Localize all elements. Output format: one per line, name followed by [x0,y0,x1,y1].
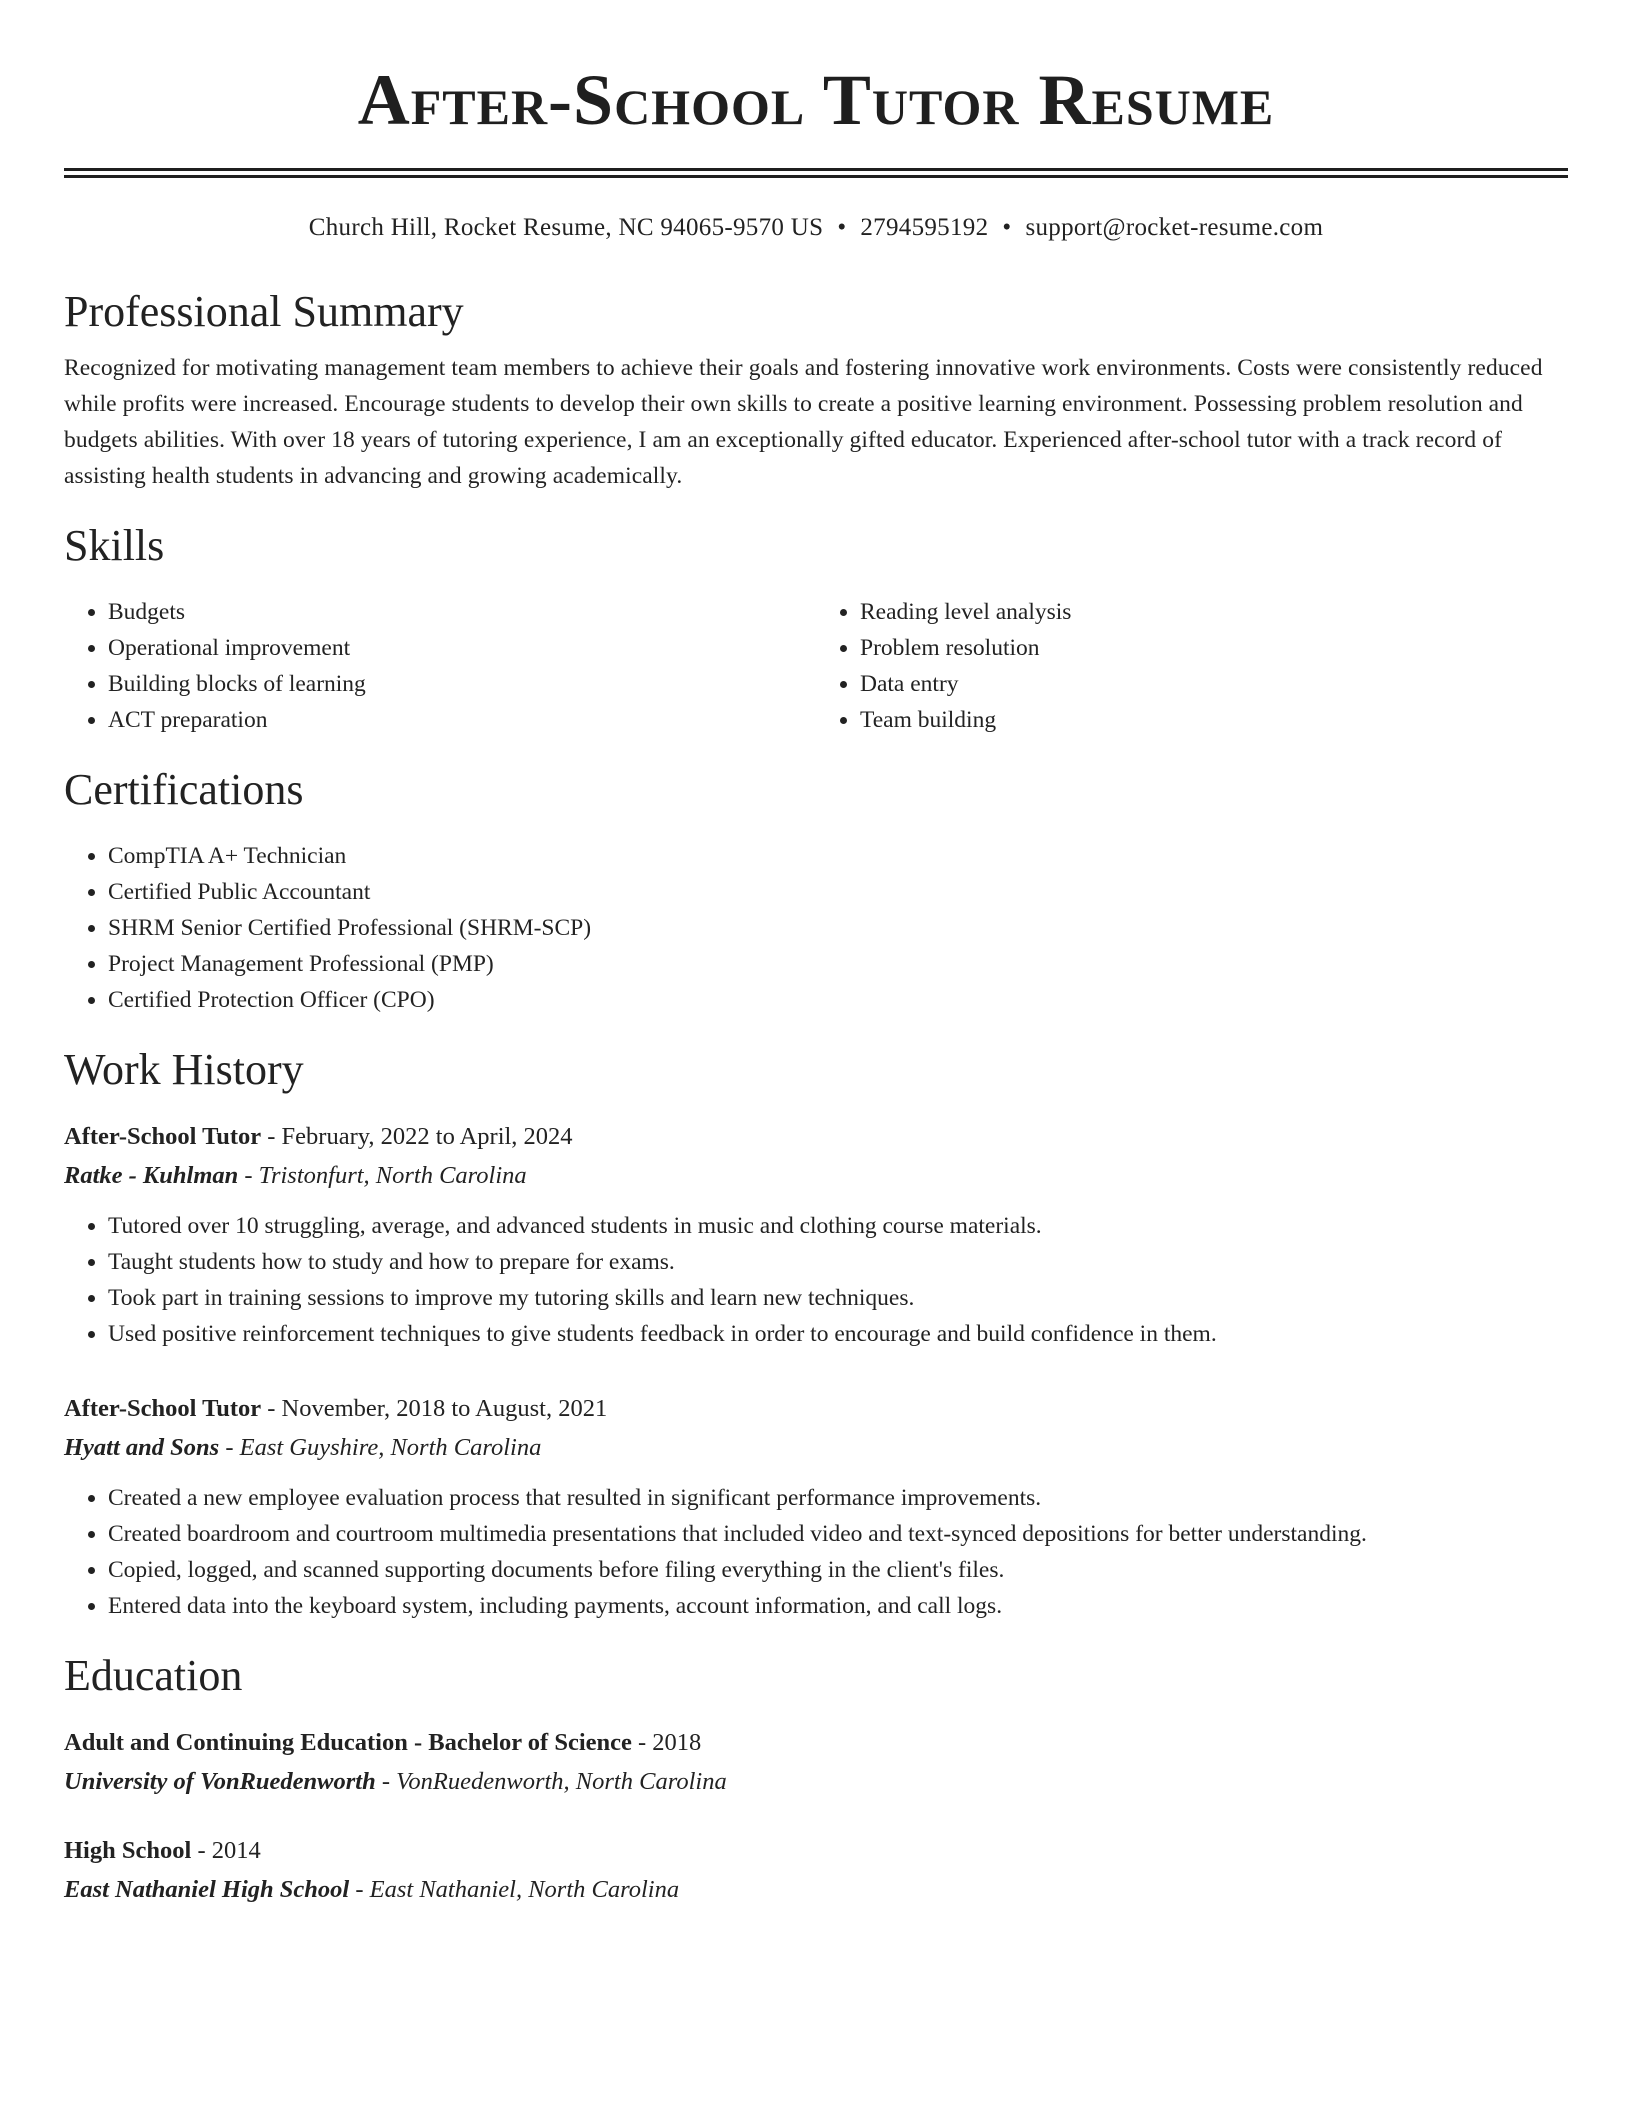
education-location: - East Nathaniel, North Carolina [349,1876,680,1903]
title-divider [64,168,1568,178]
skills-list-left [64,594,816,738]
job-title: After-School Tutor [64,1395,262,1422]
summary-text: Recognized for motivating management team members to achieve their goals and fostering innovative work environments. Costs were consistently reduced while profits were increased. Encourage students to develop their own skills to create a positive learning environment. Possessing problem resolution and budgets abilities. With over 18 years of tutoring experience, I am an exceptionally gifted educator. Experienced after-school tutor with a track record of assisting health students in advancing and growing academically. [64,355,1543,489]
education-school-line [64,1762,1568,1802]
skills-list-right [816,594,1568,738]
contact-phone: 2794595192 [860,214,989,241]
skill-item: • Data entry [860,666,1568,702]
skills-heading: Skills [64,521,165,570]
contact-address: Church Hill, Rocket Resume, NC 94065-9570 US [308,214,824,241]
certification-item: • Certified Protection Officer (CPO) [108,982,1568,1018]
job-company: Hyatt and Sons [64,1434,220,1461]
education-entry [64,1724,1568,1802]
job-bullet: • Created boardroom and courtroom multimedia presentations that included video and text-synced depositions for better understanding. [108,1516,1568,1552]
certifications-list [64,838,1568,1018]
job-company-line [64,1428,1568,1468]
job-bullet: • Took part in training sessions to improve my tutoring skills and learn new techniques. [108,1280,1568,1316]
job-bullet: • Tutored over 10 struggling, average, and advanced students in music and clothing course materials. [108,1208,1568,1244]
job-dates: - November, 2018 to August, 2021 [261,1395,608,1422]
job-bullet: • Created a new employee evaluation process that resulted in significant performance improvements. [108,1480,1568,1516]
education-degree: High School [64,1837,192,1864]
job-bullet: • Taught students how to study and how to prepare for exams. [108,1244,1568,1280]
certification-item: • Certified Public Accountant [108,874,1568,910]
contact-line [64,212,1568,244]
job-dates: - February, 2022 to April, 2024 [261,1123,573,1150]
education-degree-line [64,1832,1568,1870]
job-title: After-School Tutor [64,1123,262,1150]
job-bullet: • Copied, logged, and scanned supporting documents before filing everything in the client's files. [108,1552,1568,1588]
education-school-line [64,1870,1568,1910]
job-bullets [64,1208,1568,1352]
job-bullets [64,1480,1568,1624]
work-history-heading: Work History [64,1045,304,1094]
job-entry [64,1390,1568,1624]
education-location: - VonRuedenworth, North Carolina [375,1768,727,1795]
education-school: University of VonRuedenworth [64,1768,376,1795]
skill-item: • Operational improvement [108,630,816,666]
education-entry [64,1832,1568,1910]
job-company-line [64,1156,1568,1196]
skill-item: • Building blocks of learning [108,666,816,702]
skill-item: • Budgets [108,594,816,630]
job-company: Ratke - Kuhlman [64,1162,239,1189]
job-bullet: • Entered data into the keyboard system, including payments, account information, and call logs. [108,1588,1568,1624]
education-degree-line [64,1724,1568,1762]
contact-separator: • [837,214,847,241]
certification-item: • Project Management Professional (PMP) [108,946,1568,982]
job-bullet: • Used positive reinforcement techniques to give students feedback in order to encourage and build confidence in them. [108,1316,1568,1352]
job-title-line [64,1390,1568,1428]
job-location: - Tristonfurt, North Carolina [238,1162,527,1189]
job-location: - East Guyshire, North Carolina [219,1434,542,1461]
contact-separator: • [1002,214,1012,241]
skill-item: • Reading level analysis [860,594,1568,630]
job-entry [64,1118,1568,1352]
job-title-line [64,1118,1568,1156]
education-year: - 2018 [631,1729,702,1756]
resume-title: After-School Tutor Resume [357,60,1275,140]
certifications-heading: Certifications [64,765,304,814]
skills-columns [64,594,1568,738]
certification-item: • CompTIA A+ Technician [108,838,1568,874]
education-year: - 2014 [191,1837,261,1864]
education-degree: Adult and Continuing Education - Bachelor of Science [64,1729,632,1756]
education-school: East Nathaniel High School [64,1876,350,1903]
summary-heading: Professional Summary [64,287,464,336]
skill-item: • Problem resolution [860,630,1568,666]
contact-email[interactable]: support@rocket-resume.com [1025,214,1324,241]
certification-item: • SHRM Senior Certified Professional (SHRM-SCP) [108,910,1568,946]
skill-item: • ACT preparation [108,702,816,738]
education-heading: Education [64,1651,243,1700]
skill-item: • Team building [860,702,1568,738]
